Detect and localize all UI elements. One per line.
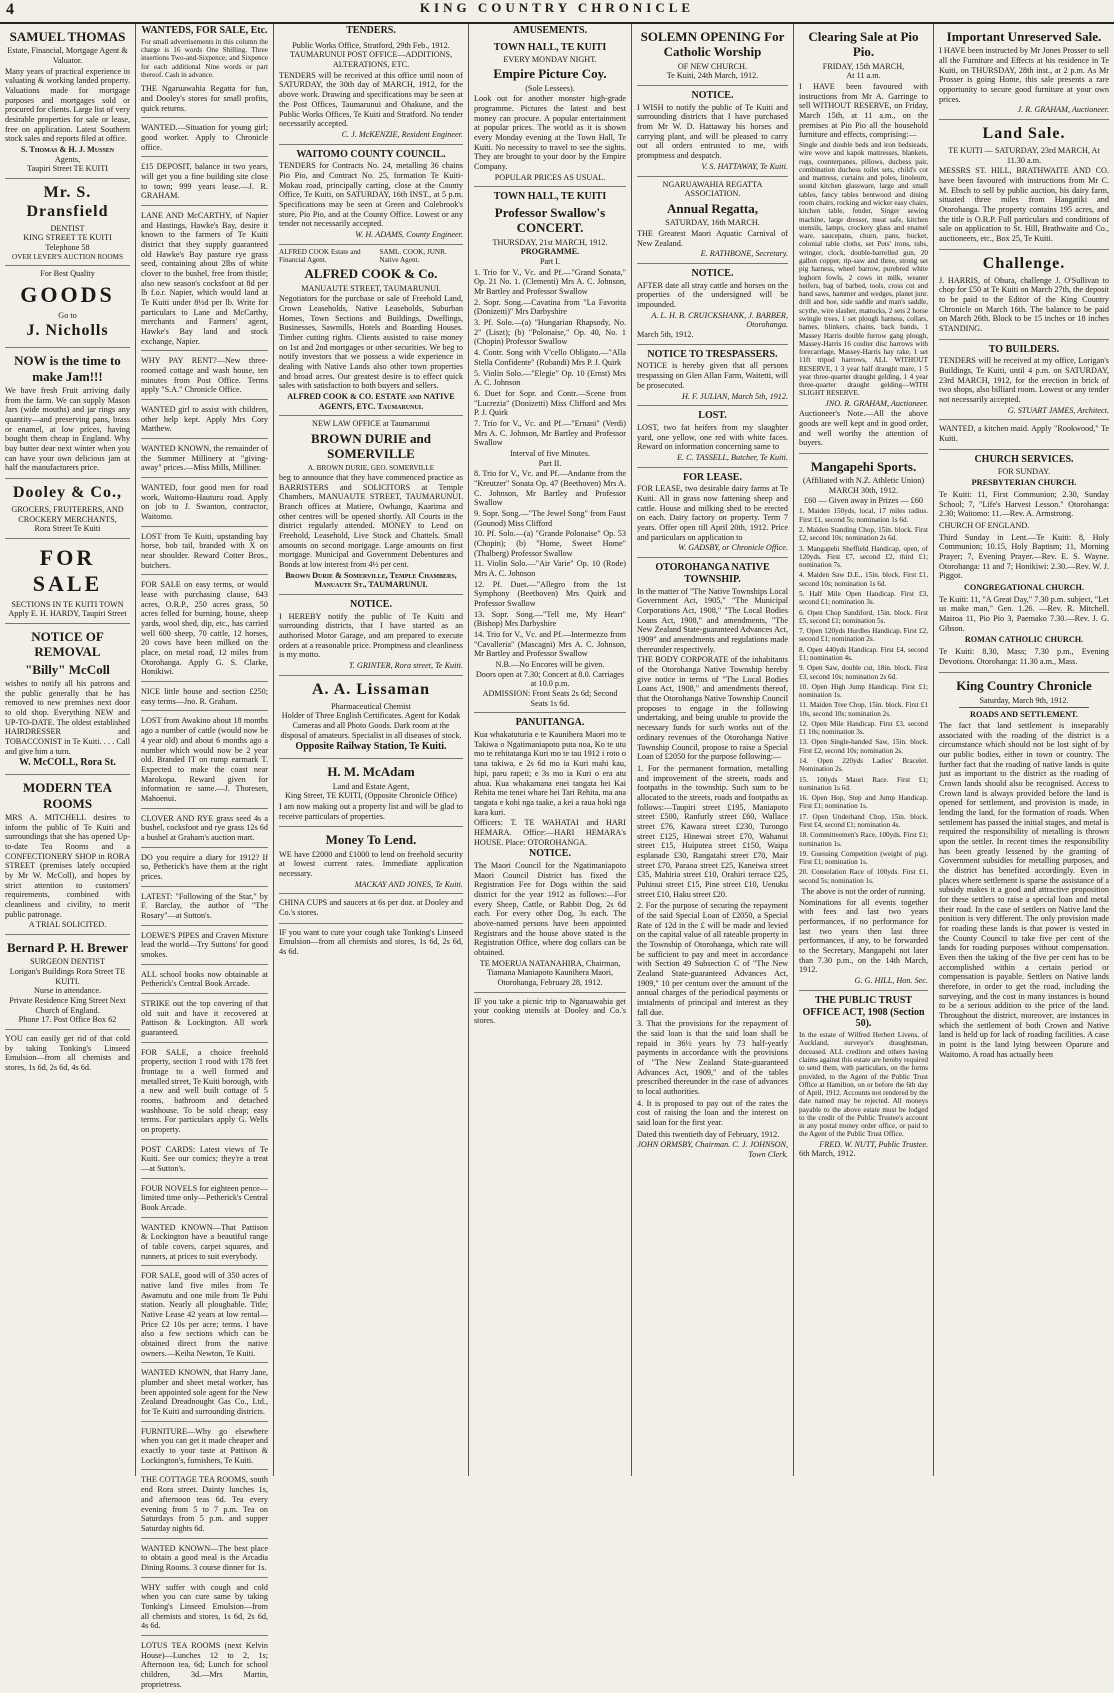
sports-event: 11. Maiden Tree Chop, 15in. block. First £1 10s, second 10s; nomination 2s. xyxy=(799,701,928,718)
thomas-title: SAMUEL THOMAS xyxy=(9,29,126,44)
kcc-rule xyxy=(959,707,1089,708)
sports-event: 15. 100yds Maori Race. First £1; nomination 1s 6d. xyxy=(799,775,928,792)
tea-trial: A TRIAL SOLICITED. xyxy=(28,920,107,930)
sports-date: MARCH 30th, 1912. xyxy=(828,486,899,496)
classified-item: POST CARDS: Latest views of Te Kuiti. See our comics; they're a treat—at Sutton's. xyxy=(141,1142,268,1179)
programme-item: 9. Sopr. Song.—"The Jewel Song" from Faust (Gounod) Miss Clifford xyxy=(474,508,626,528)
brewer-ad xyxy=(5,935,130,1030)
church-entry: CONGREGATIONAL CHURCH. xyxy=(964,582,1084,592)
pwo-ad xyxy=(279,38,463,145)
jam-body: We have fresh Fruit arriving daily from the farm. We can supply Mason Jars (wide mouths) and jar rings any quantity—and preserving pans, brass or enamel, at low prices, having bought them cheap in England. Why buy butter dear next winter when you can have your own delicious jam at half the manufacturers price. xyxy=(5,385,130,473)
regatta-assoc: NGARUAWAHIA REGATTA ASSOCIATION. xyxy=(662,179,763,199)
cough2-ad xyxy=(279,924,463,962)
classified-item: CLOVER AND RYE grass seed 4s a bushel, cocksfoot and rye grass 12s 6d a bushel at Graham's auction mart. xyxy=(141,811,268,848)
regatta-sig: E. RATHBONE, Secretary. xyxy=(700,249,788,259)
lost-ad xyxy=(637,406,788,467)
hattaway-body: I WISH to notify the public of Te Kuiti and surrounding districts that I have purchased from Mr W. D. Hattaway his horses and carrying plant, and will be pleased to carry out all orders entrusted to me, with promptness and despatch. xyxy=(637,102,788,161)
sports-event: 18. Committeemen's Race, 100yds. First £1; nomination 1s. xyxy=(799,831,928,848)
classified-item: LATEST: "Following of the Star," by F. Barclay, the author of "The Rosary"—at Sutton's. xyxy=(141,889,268,926)
sports-event: 12. Open Mile Handicap. First £3, second £1 10s; nomination 3s. xyxy=(799,719,928,737)
unreserved-body: I HAVE been instructed by Mr Jones Prosser to sell all the Furniture and Effects at his residence in Te Kuiti, on THURSDAY, 28th inst., at 2 p.m. As Mr Prosser is going Home, this sale presents a rare opportunity to secure good furniture at your own prices. xyxy=(939,46,1109,104)
hattaway-ad xyxy=(637,86,788,177)
empire-sub: (Sole Lessees). xyxy=(525,83,575,93)
church-list xyxy=(939,478,1109,666)
challenge-title: Challenge. xyxy=(982,254,1066,272)
panuitanga-officers: Officers: T. TE WAHATAI and HARI HEMARA. Office:—HARI HEMARA's HOUSE. Place: OTOROHANGA. xyxy=(474,818,626,847)
sports-event: 9. Open Saw, double cut, 18in. block. First £3, second 10s; nomination 2s 6d. xyxy=(799,664,928,681)
lissaman-sub: Pharmaceutical Chemist xyxy=(331,701,411,711)
classified-item: THE Ngaruawahia Regatta for fun, and Dooley's stores for small profits, quick returns. xyxy=(141,81,268,118)
otorohanga-ad xyxy=(637,558,788,1164)
empire-body: Look out for another monster high-grade programme. Pictures the latest and best money can procure. A popular entertainment at popular prices. The world as it is shown every Monday evening at the Town Hall, Te Kuiti. No necessity to travel to see the sights. They are brought to your door by the Empire Company. xyxy=(474,94,626,171)
classified-item: FOUR NOVELS for eighteen pence—limited time only—Petherick's Central Book Arcade. xyxy=(141,1181,268,1218)
programme-item: 1. Trio for V., Vc. and Pf.—"Grand Sonata," Op. 21 No. 1. (Clementi) Mrs A. C. Johnson, Mr Bartley and Professor Swallow xyxy=(474,267,626,297)
programme-part-1 xyxy=(474,268,626,448)
cough2-body: IF you want to cure your cough take Tonking's Linseed Emulsion—from all chemists and stores, 1s 6d, 2s 6d, 4s 6d. xyxy=(279,927,463,956)
programme-part-2 xyxy=(474,469,626,659)
nicholls-ad xyxy=(5,266,130,348)
programme-item: 13. Sopr. Song.—"Tell me, My Heart" (Bishop) Mrs Darbyshire xyxy=(474,609,626,629)
page-number: 4 xyxy=(6,1,14,18)
goods-title: GOODS xyxy=(20,281,115,307)
mcadam-sub: Land and Estate Agent, xyxy=(332,781,410,791)
pto-body: In the estate of Wilfred Herbert Livens, of Auckland, surveyor's draughtsman, deceased. ALL creditors and others having claims against this estate are hereby required to send them, with particulars, on the forms provided, to the Agent of the Public Trust Office at Hamilton, on or before the 6th day of April, 1912. Accounts not rendered by the date named may be rejected. All moneys payable to the above estate must be lodged to the credit of the Public Trustee's account in any postal money order office, or paid to the Agent of the Public Trust Office. xyxy=(799,1031,928,1139)
dransfield-tel: Telephone 58 xyxy=(45,243,90,253)
cook-left: ALFRED COOK Estate and Financial Agent. xyxy=(279,247,361,264)
cook-body: Negotiators for the purchase or sale of Freehold Land, Crown Leaseholds, Native Leaseholds, Suburban Homes, Town Sections and Buildings, Dwellings, Businesses, Sawmills, Hotels and Boarding Houses. Timber cutting rights. Clients assisted to raise money on 1st and 2nd mortgages or other securities. We beg to notify investors that we possess a wide experience in dealing with Native Lands also other town properties and broad acres. Our greatest desire is to effect quick sales with satisfaction to both buyers and sellers. xyxy=(279,294,463,391)
tea-body: MRS A. MITCHELL desires to inform the public of Te Kuiti and surroundings that she has opened Up-to-date Tea Rooms and a CONFECTIONERY SHOP in RORA STREET (premises lately occupied by Mr W. McColl), and hopes by strict attention to customers' requirements, combined with cleanliness and civility, to merit public patronage. xyxy=(5,812,130,919)
kcc-date: Saturday, March 9th, 1912. xyxy=(979,695,1069,705)
classified-item: WANTED.—Situation for young girl; good worker. Apply to Chronicle office. xyxy=(141,120,268,157)
kcc-section: ROADS AND SETTLEMENT. xyxy=(970,710,1078,720)
lissaman-ad xyxy=(279,676,463,759)
builders-ad xyxy=(939,340,1109,421)
brewer-private: Private Residence King Street Next Church of England. xyxy=(9,996,126,1015)
otorohanga-body-2: THE BODY CORPORATE of the inhabitants of the Otorohanga Native Township hereby give notice in terms of "The Local Bodies Loans Act, 1908," and amendments thereof, that the Otorohanga Native Township Council proposes to engage in the following undertaking, and being unable to provide the necessary funds for such works out of the ordinary revenues of the Otorohanga Native Township Council, propose to raise a Special Loan of £2050 for the purpose following:— xyxy=(637,655,788,762)
swallow-interval: Interval of five Minutes. xyxy=(509,448,591,458)
dransfield-addr: KING STREET TE KUITI xyxy=(23,233,112,243)
sports-title: Mangapehi Sports. xyxy=(810,459,917,475)
column-4 xyxy=(469,24,632,1476)
pto-date: 6th March, 1912. xyxy=(799,1149,856,1159)
brewer-addr: Lorigan's Buildings Rora Street TE KUITI. xyxy=(9,967,126,986)
stray-title: NOTICE. xyxy=(691,267,734,279)
column-7 xyxy=(934,24,1114,1476)
land-sale-body: MESSRS ST. HILL, BRATHWAITE AND CO. have been favoured with instructions from Mr C. M. Ebsch to sell by public auction, his dairy farm, situated three miles from Hangatiki and Otorohanga. The property contains 195 acres, and the title is O.R.P. Full particulars and conditions of sale on application to St. Hill, Brathwaite and Co., auctioneers, etc., Box 25, Te Kuiti. xyxy=(939,166,1109,243)
dooley-ad xyxy=(5,479,130,539)
church-title: CHURCH SERVICES. xyxy=(974,453,1074,465)
classified-item: WHY suffer with cough and cold when you can cure same by taking Tonking's Linseed Emulsion—from all chemists and stores, 1s 6d, 2s 6d, 4s 6d. xyxy=(141,1580,268,1636)
dooley-title: Dooley & Co., xyxy=(13,483,122,501)
land-sale-ad xyxy=(939,120,1109,250)
editorial xyxy=(939,673,1109,1064)
classified-item: STRIKE out the top covering of that old suit and have it recovered at Pattison & Lockington. All work guaranteed. xyxy=(141,996,268,1043)
china-ad xyxy=(279,894,463,923)
sports-event: 3. Mangapehi Sheffield Handicap, open, of 120yds. First £7, second £2, third £1; nomination 7s. xyxy=(799,544,928,570)
programme-item: 8. Trio for V., Vc. and Pf.—Andante from the "Kreutzer" Sonata Op. 47 (Beethoven) Mrs A. C. Johnson, Mr Bartley and Professor Swallow xyxy=(474,469,626,508)
sports-event: 2. Maiden Standing Chop, 15in. block. First £2, second 10s; nomination 2s 6d. xyxy=(799,526,928,543)
hattaway-title: NOTICE. xyxy=(691,90,734,101)
sports-event: 20. Consolation Race of 100yds. First £1, second 5s; nomination 1s. xyxy=(799,868,928,885)
pwo-body: Public Works Office, Stratford, 29th Feb., 1912. TAUMARUNUI POST OFFICE—ADDITIONS, ALTERATIONS, ETC. xyxy=(289,40,453,70)
cook-title: ALFRED COOK & Co. xyxy=(304,266,438,282)
unreserved-title: Important Unreserved Sale. xyxy=(946,29,1102,44)
grinter-sig: T. GRINTER, Rora street, Te Kuiti. xyxy=(348,661,463,671)
column-3 xyxy=(274,24,469,1476)
trespass-sig: H. F. JULIAN, March 5th, 1912. xyxy=(682,391,788,401)
lost-title: LOST. xyxy=(698,410,727,422)
kitchen-maid-body: WANTED, a kitchen maid. Apply "Rookwood," Te Kuiti. xyxy=(939,424,1109,444)
trespass-body: NOTICE is hereby given that all persons trespassing on Glen Allan Farm, Waitetti, will be prosecuted. xyxy=(637,361,788,390)
dransfield-ad xyxy=(5,179,130,266)
builders-sig: G. STUART JAMES, Architect. xyxy=(1007,405,1109,415)
sports-sig: G. G. HILL, Hon. Sec. xyxy=(854,976,928,986)
challenge-body: J. HARRIS, of Ohura, challenge J. O'Sullivan to chop for £50 at Te Kuiti on March 27th, the deposit to be paid to the Editor of the King Country Chronicle on March 16th. The balance to be paid on March 26th. Block to be 15 inches or 18 inches STANDING. xyxy=(939,275,1109,333)
wanteds-intro: For small advertisements in this column the charge is 16 words One Shilling. Three insertions Two-and-Sixpence; and Sixpence for each additional Nine words or part thereof. Cash in advance. xyxy=(141,37,268,79)
goods-pre: For Best Quality xyxy=(40,269,95,279)
empire-prices: POPULAR PRICES AS USUAL. xyxy=(494,172,606,182)
unreserved-sale-ad xyxy=(939,24,1109,120)
builders-body: TENDERS will be received at my office, Lorigan's Buildings, Te Kuiti, until 4 p.m. on SATURDAY, 23rd MARCH, 1912, for the erection in brick of two shops, also billiard room. Lowest or any tender not necessarily accepted. xyxy=(939,356,1109,405)
thomas-body: Many years of practical experience in valuating & working landed property. Valuations made for mortgage purposes and mortgages sold or procured for clients. Large list of very desirable properties for sale or lease, free on application. Latest Southern stock sales and reports filed at office. xyxy=(5,66,130,144)
mcadam-ad xyxy=(279,759,463,827)
swallow-programme: PROGRAMME. xyxy=(520,247,580,257)
pio-note: Auctioneer's Note.—All the above goods are well kept and in good order, and well worthy the attention of buyers. xyxy=(799,409,928,448)
mangapehi-sports-ad xyxy=(799,454,928,991)
stray-ad xyxy=(637,264,788,345)
jam-ad xyxy=(5,348,130,479)
kcc-body: The fact that land settlement is inseparably associated with the roading of the district is a circumstance which should not be lost sight of by our public bodies, either in town or country. The further fact that the roading of native lands is quite just as important to the district as the roading of Crown lands should also be recognised. Access to Crown land is always provided before the land is opened for settlement, and provision is made, in lending the land, for the formation of roads. When settlement has passed the initial stages, and metal is required the responsibility of metalling is thrown upon the settler. In recent times the responsibility has been greatly lessened by the granting of Government subsidies for metalling purposes, and the district has benefited accordingly. Even in places where settlement is sparse the assistance of a subsidy makes it a good and attractive proposition for these settlers to raise a special loan and metal their road. In the case of settlers on Native land the position is very different. The only provision made for roading these lands is that power is vested in the County Council to take five per cent of the lands for roading purposes without compensation. Even then the taking of the five per cent has to be accomplished within a certain period or compensation is payable. Settlers on Native lands therefore, in order to get the road, including the surveying, and the cost in many instances is bound to be a serious addition to the price of the land. Throughout the district, moreover, are instances in which the settlement of both Crown and Native land is held up for lack of roading facilities. A case in point is the land lying between Oparure and Waitomo. A road has actually been xyxy=(939,720,1109,1059)
dransfield-sub: DENTIST xyxy=(50,223,85,233)
church-sub: FOR SUNDAY. xyxy=(997,466,1051,476)
programme-item: 3. Pf. Solo.—(a) "Hungarian Rhapsody, No. 2" (Liszt); (b) "Polonaise," Op. 40, No. 1 (Chopin) Professor Swallow xyxy=(474,318,626,347)
hattaway-sig: V. S. HATTAWAY, Te Kuiti. xyxy=(701,161,788,171)
classified-item: WHY PAY RENT?—New three-roomed cottage and wash house, ten minutes from Post Office. Terms apply "S.A." Chronicle Office. xyxy=(141,353,268,400)
swallow-hall: TOWN HALL, TE KUITI xyxy=(493,191,607,203)
otorohanga-sig: JOHN ORMSBY, Chairman. C. J. JOHNSON, Town Clerk. xyxy=(637,1140,788,1160)
money-body: WE have £2000 and £1000 to lend on freehold security at lowest current rates. Immediate application necessary. xyxy=(279,849,463,878)
classified-item: WANTED KNOWN, that Harry Jane, plumber and sheet metal worker, has been appointed sole agent for the New Zealand Dreadnought Gas Co., Ltd., for Te Kuiti and surrounding districts. xyxy=(141,1365,268,1421)
kcc-title: King Country Chronicle xyxy=(956,678,1092,694)
builders-title: TO BUILDERS. xyxy=(988,343,1060,355)
lost-body: LOST, two fat heifers from my slaughter yard, one yellow, one red with white faces. Reward on information concerning same to xyxy=(637,422,788,452)
wanteds-header: WANTEDS, FOR SALE, Etc. xyxy=(141,25,268,36)
church-entry: Te Kuiti: 11, First Communion; 2.30, Sunday School; 7, "Life's Harvest Lesson." Otorohanga: 2.30; Waitomo: 11.—Rev. A. Armstrong. xyxy=(939,489,1109,519)
programme-item: 6. Duet for Sopr. and Contr.—Scene from "Lucrezia" (Donizetti) Miss Clifford and Mrs P. J. Quirk xyxy=(474,388,626,418)
church-entry: PRESBYTERIAN CHURCH. xyxy=(971,478,1077,488)
law-body: beg to announce that they have commenced practice as BARRISTERS and SOLICITORS at Temple Chambers, MANUAUTE STREET, TAUMARUNUI. Branch offices at Matiere, Owhango, Kaarima and other centres will be opened shortly. All Courts in the district regularly attended. MONEY to Lend on Freehold, Leasehold, Live Stock and Chattels. Small amounts on second mortgage. Large amounts on first mortgage. Municipal and Government Debentures and Bonds at low interest from 4½ per cent. xyxy=(279,472,463,569)
pio-list: Single and double beds and iron bedsteads, wire wove and kapok mattresses, blankets, rugs, counterpanes, pillows, duchess pair, combination duchess toilet sets, child's cot and mattress, curtains and poles, linoleum, sound kitchen glassware, large and small tables, fancy tables bentwood and dining room chairs, rocking and wicker easy chairs, kitchen table, fender, Singer sewing machine, large dresser, meat safe, kitchen utensils, lamps, crockery glass and enamel ware, saucepans, churn, pans, bucket, colonial table cloths, set Pots' irons, tubs, wringer, clock, double-barrelled gun, 20 gallon copper, rip-saw and three, strong set pig harness, wheel barrow, purebred white leghorn fowls, 2 cows in milk, weaner heifers, bag of barbed, tools, cross cut and hand saws, hammer and wedges, planet junr. drill and hoe, side saddle and man's saddle, scythe, wire slasher, mattocks, 2 sets 2 horse swingle trees, 1 set plough harness, collars, hames, blinkers, chains, back bands, 1 Massey Harris double furrow gang plough, Massey-Harris 16 coulter disc harrows with forecarriage, Massey-Harris hay rake, 1 set 11ft tripod harrows, ALL WITHOUT RESERVE, 1 3 year half draught mare, 1 5 year three-quarter draught gelding, 1 4 year three-quarter draught gelding—WITH SLIGHT RESERVE. xyxy=(799,141,928,398)
classified-item: LOTUS TEA ROOMS (next Kelvin House)—Lunches 12 to 2, 1s; Afternoon tea, 6d; Lunch for school children, 3d.—Mrs Martin, proprietress. xyxy=(141,1640,268,1689)
stray-date: March 5th, 1912. xyxy=(637,330,694,340)
land-sale-date: TE KUITI — SATURDAY, 23rd MARCH, At 11.30 a.m. xyxy=(948,145,1100,165)
dog-notice-title: NOTICE. xyxy=(529,848,571,860)
money-title: Money To Lend. xyxy=(325,832,417,848)
empire-ad xyxy=(474,38,626,188)
loan-item: 2. For the purpose of securing the repayment of the said Special Loan of £2050, a Special Rate of 12d in the £ will be made and levied on the capital value of all rateable property in the Township of Otorohanga, which rate will be sufficient to pay and meet in accordance with Section 49 Subsection C of "The New Zealand State-guaranteed Advances Act, 1909," 10 per centum over the amount of the annual charges of the periodical payments or instalments of principal and interest as they fall due. xyxy=(637,901,788,1017)
regatta-title: Annual Regatta, xyxy=(666,200,758,216)
grinter-title: NOTICE. xyxy=(350,598,392,610)
classified-item: WANTED KNOWN—That Pattison & Lockington have a beautiful range of table covers, carpet squares, and runners, at prices to suit everybody. xyxy=(141,1220,268,1267)
dransfield-note: OVER LEVER'S AUCTION ROOMS xyxy=(12,252,123,261)
panuitanga-body: Kua whakatuturia e te Kaunihera Maori mo te Takiwa o Ngatimaniapoto puta noa, Ko te utu mo te rehitatanga Kuri mo te tau 1912 i roto o tana takiwa, e 2s 6d mo ia Kuri mahi kau, hipi, paru rapeti; e 3s mo ia Kuri o era atu ahua. Kua whakamana enei tangata hei Kai Rehita me tenei whare hei Tari Rehita, ma ana tangata e kohi nga taake, a kei a raua hoki nga kara kuri. xyxy=(474,730,626,817)
classified-item: WANTED, four good men for road work, Waitomo-Hauturu road. Apply on job to J. Swanton, contractor, Waitomo. xyxy=(141,480,268,527)
church-entry: Te Kuiti: 11, "A Great Day," 7.30 p.m. subject, "Let us make man," Gen. 1.26. —Rev. R. Mitchell. Mairoa 11, Pio Pio 3, Paemako 7.30.—Rev. J. G. Gibson. xyxy=(939,594,1109,633)
law-title: BROWN DURIE and SOMERVILLE xyxy=(311,430,431,462)
masthead-title: KING COUNTRY CHRONICLE xyxy=(419,0,695,15)
catholic-ad xyxy=(637,24,788,86)
town-hall-title: TOWN HALL, TE KUITI xyxy=(493,41,607,53)
brewer-phone: Phone 17. Post Office Box 62 xyxy=(18,1015,117,1025)
cough-ad xyxy=(5,1030,130,1078)
brewer-title: Bernard P. H. Brewer xyxy=(7,940,128,955)
church-entry: Te Kuiti: 8.30, Mass; 7.30 p.m., Evening Devotions. Otorohanga: 11.30 a.m., Mass. xyxy=(939,646,1109,666)
sports-event: 17. Open Underhand Chop, 15in. block. First £4, second £1; nomination 4s. xyxy=(799,812,928,830)
programme-item: 4. Contr. Song with V'cello Obligato.—"Alla Stella Confidente" (Robandi) Mrs P. J. Quirk xyxy=(474,348,626,367)
church-services xyxy=(939,450,1109,674)
regatta-ad xyxy=(637,177,788,264)
programme-item: 7. Trio for V., Vc. and Pf.—"Ernani" (Verdi) Mrs A. C. Johnson, Mr Bartley and Professor Swallow xyxy=(474,418,626,448)
removal-name: "Billy" McColl xyxy=(25,661,110,677)
unreserved-sig: J. R. GRAHAM, Auctioneer. xyxy=(1017,105,1109,115)
sports-event: 10. Open High Jump Handicap. First £1; nomination 1s. xyxy=(799,682,928,700)
classified-item: LOST from Te Kuiti, upstanding bay horse, bob tail, branded with X on near shoulder. Reward Cotter Bros., butchers. xyxy=(141,529,268,576)
classified-item: NICE little house and section £250; easy terms—Jno. R. Graham. xyxy=(141,684,268,711)
lissaman-title: A. A. Lissaman xyxy=(311,680,431,698)
lissaman-body: Holder of Three English Certificates. Agent for Kodak Cameras and all Photo Goods. Dark room at the disposal of amateurs. Specialist in all diseases of stock. xyxy=(280,711,462,740)
sports-event: 7. Open 120yds Hurdles Handicap. First £2, second £1; nomination 2s. xyxy=(799,627,928,644)
money-sig: MACKAY AND JONES, Te Kuiti. xyxy=(354,879,463,889)
money-ad xyxy=(279,827,463,894)
sports-event: 6. Open Chop Sandiford, 15in. block. First £5, second £1; nomination 5s. xyxy=(799,608,928,625)
otorohanga-items xyxy=(637,764,788,1128)
classified-item: FOR SALE, good will of 350 acres of native land five miles from Te Awamutu and one mile from Te Puhi station. Nearly all ploughable. Title; Native Lease 42 years at low rental—Price £2 10s per acre; terms. I have also a few sections which can be obtained direct from the native owners.—Keiha Newton, Te Kuiti. xyxy=(141,1268,268,1363)
classified-item: £15 DEPOSIT, balance in two years, will get you a fine building site close to town; 999 years lease.—J. R. GRAHAM. xyxy=(141,159,268,206)
programme-item: 5. Violin Solo.—"Elegie" Op. 10 (Ernst) Mrs A. C. Johnson xyxy=(474,368,626,388)
regatta-date: SATURDAY, 16th MARCH. xyxy=(665,218,760,228)
lease-title: FOR LEASE. xyxy=(683,471,742,483)
cough-body: YOU can easily get rid of that cold by taking Tonking's Linseed Emulsion—from all chemists and stores, 1s 6d, 2s 6d, 4s 6d. xyxy=(5,1034,130,1073)
classified-item: ALL school books now obtainable at Petherick's Central Book Arcade. xyxy=(141,967,268,994)
for-sale-title: FOR SALE xyxy=(32,544,103,596)
sports-event: 1. Maiden 150yds, local, 17 miles radius. First £1, second 5s; nomination 1s 6d. xyxy=(799,507,928,524)
trespass-title: NOTICE TO TRESPASSERS. xyxy=(647,348,778,360)
otorohanga-body: In the matter of "The Native Townships Local Government Act, 1905," "The Municipal Corporations Act, 1908," "The Local Bodies Loans Act, 1908," and amendments, "The New Zealand State-guaranteed Advances Act, 1909" and amendments and regulations made thereunder respectively. xyxy=(637,586,788,654)
cook-sig: ALFRED COOK & CO. ESTATE and NATIVE AGENTS, ETC. Taumarunui. xyxy=(287,391,455,411)
sports-event: 16. Open Hop, Step and Jump Handicap. First £1; nomination 1s. xyxy=(799,794,928,811)
lease-ad xyxy=(637,468,788,559)
programme-item: 2. Sopr. Song.—Cavatina from "La Favorita (Donizetti)" Mrs Darbyshire xyxy=(474,297,626,317)
mcadam-addr: King Street, TE KUITI, (Opposite Chronicle Office) xyxy=(284,791,458,801)
lost-sig: E. C. TASSELL, Butcher, Te Kuiti. xyxy=(677,452,788,462)
masthead xyxy=(0,0,1114,24)
lease-sig: W. GADSBY, or Chronicle Office. xyxy=(678,543,788,553)
loan-item: 3. That the provisions for the repayment of the said loan is that the said loan shall be repaid in 36½ years by 73 half-yearly payments in accordance with the provisions of "The New Zealand State-guaranteed Advances Act, 1909," and of the tables prescribed thereunder in the case of advances to local authorities. xyxy=(637,1019,788,1097)
town-hall-sub: EVERY MONDAY NIGHT. xyxy=(503,54,597,64)
sports-prizes: £60 — Given away in Prizes — £60 xyxy=(804,495,923,505)
pio-body: I HAVE been favoured with instructions from Mr A. Garringe to sell WITHOUT RESERVE, on Friday, March 15th, at 11 a.m., on the premises at Pio Pio all the household furniture and effects, comprising:— xyxy=(799,82,928,140)
column-2 xyxy=(136,24,274,1689)
classified-item: FURNITURE—Why go elsewhere when you can get it made cheaper and exactly to your taste at Pattison & Lockington's, furnishers, Te Kuiti. xyxy=(141,1424,268,1471)
programme-item: 14. Trio for V., Vc. and Pf.—Intermezzo from "Cavalleria" (Mascagni) Mrs A. C. Johnson, Mr Bartley and Professor Swallow xyxy=(474,629,626,659)
public-trust-ad xyxy=(799,991,928,1163)
catholic-sub: OF NEW CHURCH. xyxy=(677,61,748,71)
lease-body: FOR LEASE, two desirable dairy farms at Te Kuiti. All in grass now fattening sheep and cattle. House and milking shed to be erected on each. Dairy factory on property. Term 7 years. Offer open till April 20th, 1912. Price and particulars on application to xyxy=(637,484,788,542)
wcc-sig: W. H. ADAMS, County Engineer. xyxy=(355,230,463,240)
wcc-ad xyxy=(279,145,463,245)
picnic-body: IF you take a picnic trip to Ngaruawahia get your cooking utensils at Dooley and Co.'s stores. xyxy=(474,996,626,1026)
swallow-concert-ad xyxy=(474,187,626,713)
thomas-addr: Taupiri Street TE KUITI xyxy=(27,164,108,174)
classified-item: DO you require a diary for 1912? If so, Petherick's have them at the right prices. xyxy=(141,850,268,887)
wcc-body: TENDERS for Contracts No. 24, metalling 36 chains Pio Pio, and Contract No. 25, formation Te Kuiti-Mokau road, principally carting, close at the County Office, Te Kuiti, on SATURDAY, 16th INST., at 5 p.m. Specifications may be seen at Green and Colebrook's store, Pio Pio, and at the County Office. Lowest or any tender not necessarily accepted. xyxy=(279,161,463,229)
goods-goto: Go to xyxy=(58,310,77,320)
removal-body: wishes to notify all his patrons and the public generally that he has removed to new premises next door to old shop. Everything NEW and UP-TO-DATE. The oldest established HAIRDRESSER and TOBACCONIST in Te Kuiti. . . . Call and give him a turn. xyxy=(5,679,130,756)
programme-item: 12. Pf. Duet.—"Allegro from the 1st Symphony (Beethoven) Mrs Quirk and Professor Swallow xyxy=(474,579,626,608)
stray-sig: A. L. H. B. CRUICKSHANK, J. BARBER, Otorohanga. xyxy=(651,310,788,330)
mcadam-body: I am now making out a property list and will be glad to receive particulars of properties. xyxy=(279,801,463,821)
pio-sig: JNO. R. GRAHAM, Auctioneer. xyxy=(825,398,928,408)
dooley-sub: GROCERS, FRUITERERS, AND CROCKERY MERCHANTS, xyxy=(11,504,124,524)
sports-event: 13. Open Single-handed Saw, 15in. block. First £2, second 10s; nomination 2s. xyxy=(799,738,928,755)
removal-sig: W. McCOLL, Rora St. xyxy=(19,757,116,769)
pto-sig: FRED. W. NUTT, Public Trustee. xyxy=(819,1139,928,1149)
jam-title: NOW is the time to make Jam!!! xyxy=(14,353,121,384)
dog-notice-body: The Maori Council for the Ngatimaniapoto Maori Council District has fixed the Registration Fee for Dogs within the said district for the year 1912 as follows:—For every Sheep, Cattle, or Rabbit Dog, 2s 6d each. For every other Dog, 3s each. The above-named persons have been appointed Registrars and the house above stated is the Registration Office, where dog collars can be obtained. xyxy=(474,861,626,958)
catholic-title: SOLEMN OPENING For Catholic Worship xyxy=(640,29,785,60)
sports-sub: (Affiliated with N.Z. Athletic Union) xyxy=(802,476,925,486)
pwo-sig: C. J. McKENZIE, Resident Engineer. xyxy=(341,129,463,139)
catholic-date: Te Kuiti, 24th March, 1912. xyxy=(666,71,759,81)
law-header: NEW LAW OFFICE at Taumarunui xyxy=(312,419,430,429)
cook-addr: MANUAUTE STREET, TAUMARUNUI. xyxy=(301,283,441,293)
swallow-part-1: Part I. xyxy=(539,257,560,267)
programme-item: 11. Violin Solo.—"Air Varie" Op. 10 (Rode) Mrs A. C. Johnson xyxy=(474,559,626,578)
pio-sale-ad xyxy=(799,24,928,454)
for-sale-contact: Apply E. H. HARDY, Taupiri Street xyxy=(8,609,127,619)
brewer-nurse: Nurse in attendance. xyxy=(33,986,102,996)
panuitanga-ad xyxy=(474,713,626,992)
classified-item: WANTED KNOWN—The best place to obtain a good meal is the Arcadia Dining Rooms. 3 course dinner for 1s. xyxy=(141,1541,268,1578)
classified-item: WANTED girl to assist with children, other help kept. Apply Mrs Cory Matthew. xyxy=(141,402,268,439)
amusements-header: AMUSEMENTS. xyxy=(512,25,588,36)
otorohanga-date: Dated this twentieth day of February, 1912. xyxy=(637,1129,780,1139)
brewer-sub: SURGEON DENTIST xyxy=(30,957,105,967)
church-entry: Third Sunday in Lent.—Te Kuiti: 8, Holy Communion; 10.15, Holy Baptism; 11, Morning Prayer; 7, Evening Prayer.—Rev. E. S. Wayne. Otorohanga: 11 and 7; Honikiwi: 2.30.—Rev. W. J. Piggot. xyxy=(939,532,1109,581)
classified-item: FOR SALE on easy terms, or would lease with purchasing clause, 643 acres, O.R.P., 250 acres grass, 50 acres felled for burning, house, sheep yards, wool shed, dip, etc., has carried well 600 sheep, 70 cattle, 12 horses, 20 cows have been milked on the place, on metal road, 12 miles from Otorohanga. Apply G. S. Clarke, Honikiwi. xyxy=(141,577,268,682)
pio-title: Clearing Sale at Pio Pio. xyxy=(808,29,919,60)
sports-events xyxy=(799,507,928,885)
law-sig: Brown Durie & Somerville, Temple Chambers, Manuaute St., TAUMARUNUI. xyxy=(285,570,457,590)
removal-ad xyxy=(5,624,130,775)
sports-event: 4. Maiden Saw D.E., 15in. block. First £1, second 10s; nomination 1s 6d. xyxy=(799,571,928,588)
kitchen-maid-ad xyxy=(939,420,1109,449)
panuitanga-title: PANUITANGA. xyxy=(515,717,585,729)
programme-item: 10. Pf. Solo.—(a) "Grande Polonaise" Op. 53 (Chopin); (b) "Home, Sweet Home" (Thalberg) Professor Swallow xyxy=(474,529,626,558)
classified-item: THE COTTAGE TEA ROOMS, south end Rora street. Dainty lunches 1s, and afternoon teas 6d. Tea every evening from 5 to 7 p.m. Tea on Saturdays from 5 p.m. and supper Saturday nights 6d. xyxy=(141,1472,268,1538)
thomas-ad xyxy=(5,24,130,179)
wcc-title: WAITOMO COUNTY COUNCIL. xyxy=(296,148,446,160)
sports-note: The above is not the order of running. xyxy=(801,886,926,896)
sports-body: Nominations for all events together with fees and last two years performances, if no performance for last two years then last three performances, if any, to be forwarded to the Secretary, Mangapehi not later than 7.30 p.m., on the 14th March, 1912. xyxy=(799,897,928,975)
challenge-ad xyxy=(939,250,1109,340)
pio-time: At 11 a.m. xyxy=(846,71,881,81)
sports-event: 19. Guessing Competition (weight of pig). First £1; nomination 1s. xyxy=(799,849,928,867)
swallow-part-2: Part II. xyxy=(538,458,562,468)
dransfield-title: Mr. S. Dransfield xyxy=(26,184,109,220)
loan-item: 1. For the permanent formation, metalling and improvement of the streets, roads and footpaths in the township. Such sum to be allocated to the streets, roads and footpaths as follows:—Taupiri street £195, Maniapoto street £500, Ranfurly street £60, Wallace street £76, Kawara street £230, Turongo street £125, Hinewai street £70, Wahanui street £15, Huiputea street £150, Waipa esplanade £30, Rangatahi street £70, Mair street £70, Paraoa street £25, Kaneiwa street £35, Mahiria street £10, Orahiri terrace £25, Puhinui street £15, Pine street £10, Uenuku street £10, Haku street £20. xyxy=(637,763,788,899)
columns xyxy=(0,24,1114,1689)
trespass-ad xyxy=(637,345,788,406)
dog-notice-sig: TE MOERUA NATANAHIRA, Chairman, Tiamana Maniapoto Kaunihera Maori, Otorohanga, February 28, 1912. xyxy=(479,958,621,988)
tenders-header: TENDERS. xyxy=(346,25,396,36)
law-partners: A. BROWN DURIE, GEO. SOMERVILLE xyxy=(307,463,435,472)
loan-item: 4. It is proposed to pay out of the rates the cost of raising the loan and the interest on said loan for the first year. xyxy=(637,1098,788,1128)
cook-ad xyxy=(279,245,463,417)
picnic-ad xyxy=(474,993,626,1031)
swallow-nb: N.B.—No Encores will be given. xyxy=(495,659,605,669)
tea-title: MODERN TEA ROOMS xyxy=(23,780,112,811)
sports-event: 8. Open 440yds Handicap. First £4, second £1; nomination 4s. xyxy=(799,645,928,662)
wanteds-list xyxy=(141,81,268,1693)
column-6 xyxy=(794,24,934,1476)
removal-title: NOTICE OF REMOVAL xyxy=(31,629,104,660)
classified-item: LOEWE'S PIPES and Craven Mixture lead the world—Try Suttons' for good smokes. xyxy=(141,928,268,965)
land-sale-title: Land Sale. xyxy=(982,125,1066,143)
lissaman-addr: Opposite Railway Station, Te Kuiti. xyxy=(295,741,447,753)
empire-title: Empire Picture Coy. xyxy=(493,66,607,82)
swallow-title: Professor Swallow's CONCERT. xyxy=(494,205,606,236)
church-entry: CHURCH OF ENGLAND. xyxy=(939,520,1030,530)
classified-item: LOST from Awakino about 18 months ago a number of cattle (would now be 4 year old) and about 6 months ago a number which would now be 2 year old. Branded IT on rump earmark T. Expected to make the coast near Marokopa. Reward given for information re same.—J. Thoresen, Mahoenui. xyxy=(141,713,268,808)
thomas-sub: Estate, Financial, Mortgage Agent & Valuator. xyxy=(7,46,128,65)
regatta-body: THE Greatest Maori Aquatic Carnival of New Zealand. xyxy=(637,228,788,248)
grinter-body: I HEREBY notify the public of Te Kuiti and surrounding districts, that I have started as an authorised Motor Garage, and am prepared to execute orders at a reasonable price. Promptness and cleanliness is my motto. xyxy=(279,611,463,660)
classified-item: WANTED KNOWN, the remainder of the Summer Millinery at "giving-away" prices.—Miss Mills, Milliner. xyxy=(141,441,268,478)
swallow-doors: Doors open at 7.30; Concert at 8.0. Carriages at 10.0 p.m. xyxy=(475,669,625,689)
sports-event: 5. Half Mile Open Handicap. First £3, second £1; nomination 3s. xyxy=(799,589,928,607)
grinter-ad xyxy=(279,595,463,676)
dooley-addr: Rora Street Te Kuiti xyxy=(34,524,101,534)
pio-date: FRIDAY, 15th MARCH, xyxy=(822,61,905,71)
column-1 xyxy=(0,24,136,1476)
thomas-agents: S. Thomas & H. J. Mussen xyxy=(20,145,115,155)
china-body: CHINA CUPS and saucers at 6s per doz. at Dooley and Co.'s stores. xyxy=(279,898,463,917)
hardy-ad xyxy=(5,539,130,624)
column-5 xyxy=(632,24,794,1476)
sports-event: 14. Open 220yds Ladies' Bracelet. Nomination 2s. xyxy=(799,757,928,774)
law-ad xyxy=(279,416,463,595)
classified-item: LANE AND McCARTHY, of Napier and Hastings, Hawke's Bay, desire it known to the farmers of Te Kuiti district that they supply guaranteed old Hawke's Bay pasture rye grass seed, containing about 2lbs of white clover to the bushel, free from thistle; also new season's cocksfoot at 8d per lb f.o.r. Napier, which would land at Te Kuiti under 8½d per lb. Write for particulars to Lane and McCarthy, merchants and Farmers' agent, Hawke's Bay land and stock exchange, Napier. xyxy=(141,208,268,351)
goods-name: J. Nicholls xyxy=(26,322,109,340)
tea-rooms-ad xyxy=(5,775,130,935)
swallow-date: THURSDAY, 21st MARCH, 1912. xyxy=(492,237,608,247)
mcadam-title: H. M. McAdam xyxy=(327,764,415,780)
otorohanga-title: OTOROHANGA NATIVE TOWNSHIP. xyxy=(655,562,770,585)
pwo-text: TENDERS will be received at this office until noon of SATURDAY, the 30th day of MARCH, 1912, for the above work. Drawing and specifications may be seen at the Post Offices, Taumarunui and Ohakune, and the Public Works Offices, Te Kuiti and Stratford. No tender necessarily accepted. xyxy=(279,70,463,129)
church-entry: ROMAN CATHOLIC CHURCH. xyxy=(964,635,1084,645)
classified-item: FOR SALE, a choice freehold property, section 1 rood with 178 feet frontage to a well formed and metalled street, Te Kuiti borough, with a new and well built cottage of 5 rooms, bathroom and detached washhouse. To be sold cheap; easy terms. For particulars apply G. Wells on property. xyxy=(141,1045,268,1140)
thomas-agents-sub: Agents, xyxy=(54,154,81,164)
stray-body: AFTER date all stray cattle and horses on the properties of the undersigned will be impounded. xyxy=(637,280,788,309)
swallow-admission: ADMISSION: Front Seats 2s 6d; Second Seats 1s 6d. xyxy=(482,689,618,708)
pto-title: THE PUBLIC TRUST OFFICE ACT, 1908 (Section 50). xyxy=(802,994,925,1030)
for-sale-body: SECTIONS IN TE KUITI TOWN xyxy=(11,599,124,609)
cook-right: SAML. COOK, JUNR. Native Agent. xyxy=(379,247,447,264)
cook-names xyxy=(279,248,463,265)
